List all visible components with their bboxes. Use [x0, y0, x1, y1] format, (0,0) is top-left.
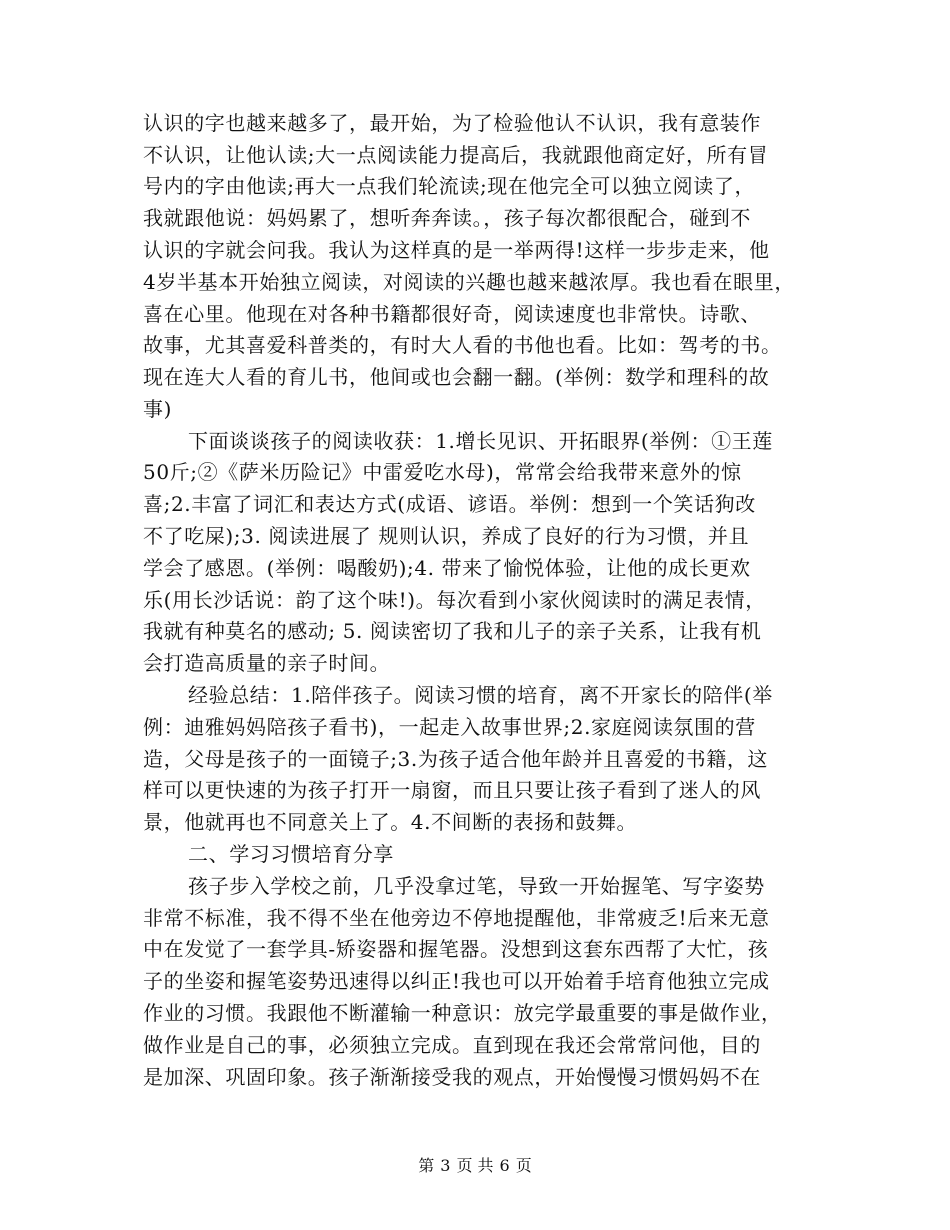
text-line: 非常不标准，我不得不坐在他旁边不停地提醒他，非常疲乏!后来无意	[143, 906, 770, 930]
text-line: 事)	[143, 397, 173, 421]
page-footer	[0, 1153, 950, 1176]
text-line: 故事，尤其喜爱科普类的，有时大人看的书他也看。比如：驾考的书。	[143, 333, 782, 357]
text-line: 例：迪雅妈妈陪孩子看书)，一起走入故事世界;2.家庭阅读氛围的营	[143, 715, 756, 739]
text-line: 4岁半基本开始独立阅读，对阅读的兴趣也越来越浓厚。我也看在眼里，	[143, 270, 795, 294]
text-line: 做作业是自己的事，必须独立完成。直到现在我还会常常问他，目的	[143, 1033, 761, 1057]
text-line: 乐(用长沙话说：韵了这个味!)。每次看到小家伙阅读时的满足表情，	[143, 588, 766, 612]
text-line: 子的坐姿和握笔姿势迅速得以纠正!我也可以开始着手培育他独立完成	[143, 969, 770, 993]
text-line: 我就有种莫名的感动; 5. 阅读密切了我和儿子的亲子关系，让我有机	[143, 619, 762, 643]
text-line: 作业的习惯。我跟他不断灌输一种意识：放完学最重要的事是做作业，	[143, 1001, 782, 1025]
text-line: 认识的字也越来越多了，最开始，为了检验他认不认识，我有意装作	[143, 111, 761, 135]
paragraph-start-line: 下面谈谈孩子的阅读收获：1.增长见识、开拓眼界(举例：①王莲	[188, 429, 773, 453]
text-line: 我就跟他说：妈妈累了，想听奔奔读。，孩子每次都很配合，碰到不	[143, 206, 751, 230]
text-line: 现在连大人看的育儿书，他间或也会翻一翻。(举例：数学和理科的故	[143, 365, 770, 389]
section-heading: 二、学习习惯培育分享	[188, 842, 394, 866]
footer-middle: 页 共	[456, 1156, 494, 1175]
text-line: 学会了感恩。(举例：喝酸奶);4. 带来了愉悦体验，让他的成长更欢	[143, 556, 751, 580]
footer-suffix: 页	[515, 1156, 532, 1175]
text-line: 是加深、巩固印象。孩子渐渐接受我的观点，开始慢慢习惯妈妈不在	[143, 1065, 761, 1089]
text-line: 喜;2.丰富了词汇和表达方式(成语、谚语。举例：想到一个笑话狗改	[143, 492, 756, 516]
text-line: 50斤;②《萨米历险记》中雷爱吃水母)，常常会给我带来意外的惊	[143, 460, 742, 484]
current-page-number: 3	[440, 1156, 451, 1175]
text-line: 号内的字由他读;再大一点我们轮流读;现在他完全可以独立阅读了，	[143, 174, 756, 198]
text-line: 样可以更快速的为孩子打开一扇窗，而且只要让孩子看到了迷人的风	[143, 778, 761, 802]
total-page-count: 6	[499, 1156, 510, 1175]
text-line: 造，父母是孩子的一面镜子;3.为孩子适合他年龄并且喜爱的书籍，这	[143, 747, 769, 771]
text-line: 会打造高质量的亲子时间。	[143, 651, 391, 675]
text-line: 不了吃屎);3. 阅读进展了 规则认识，养成了良好的行为习惯，并且	[143, 524, 750, 548]
text-line: 中在发觉了一套学具-矫姿器和握笔器。没想到这套东西帮了大忙，孩	[143, 937, 769, 961]
text-line: 认识的字就会问我。我认为这样真的是一举两得!这样一步步走来，他	[143, 238, 770, 262]
paragraph-start-line: 孩子步入学校之前，几乎没拿过笔，导致一开始握笔、写字姿势	[188, 874, 765, 898]
text-line: 景，他就再也不同意关上了。4.不间断的表扬和鼓舞。	[143, 810, 638, 834]
text-line: 不认识，让他认读;大一点阅读能力提高后，我就跟他商定好，所有冒	[143, 143, 769, 167]
footer-prefix: 第	[418, 1156, 435, 1175]
text-line: 喜在心里。他现在对各种书籍都很好奇，阅读速度也非常快。诗歌、	[143, 302, 761, 326]
paragraph-start-line: 经验总结：1.陪伴孩子。阅读习惯的培育，离不开家长的陪伴(举	[188, 683, 773, 707]
